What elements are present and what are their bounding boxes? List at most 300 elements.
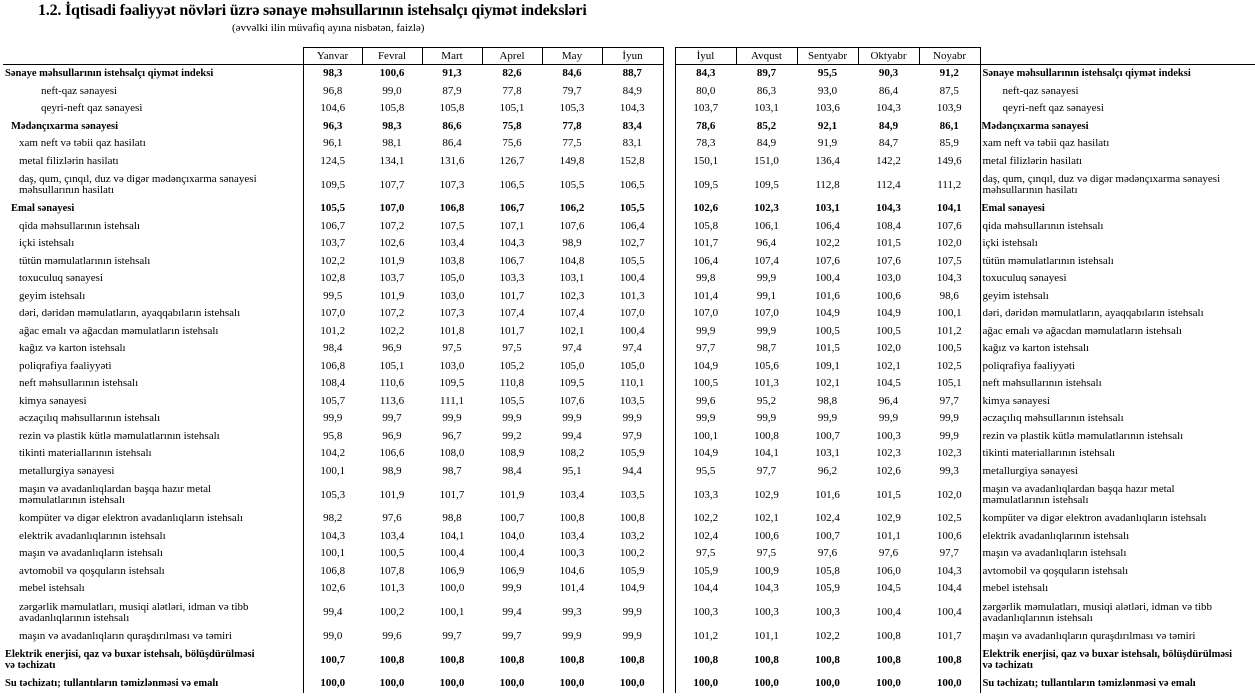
value-cell: 103,5	[619, 488, 645, 501]
value-cell: 107,0	[754, 307, 779, 320]
value-cell: 101,6	[815, 488, 840, 501]
value-cell: 97,6	[817, 547, 838, 560]
value-cell: 107,2	[379, 219, 405, 232]
value-cell: 100,1	[936, 307, 962, 320]
value-cell: 88,7	[622, 67, 642, 80]
value-cell: 107,6	[876, 254, 901, 267]
table-row	[3, 100, 1255, 118]
row-label-line: Elektrik enerjisi, qaz və buxar istehsalı, bölüşdürülməsi	[982, 649, 1232, 660]
row-label-line: avadanlıqlarının istehsalı	[19, 611, 130, 624]
value-cell: 104,3	[499, 237, 525, 250]
table-row	[3, 528, 1255, 546]
value-cell: 109,1	[815, 359, 840, 372]
value-cell: 101,5	[876, 237, 901, 250]
row-label-right: xam neft və təbii qaz hasilatı	[980, 135, 1255, 153]
value-cell: 100,0	[619, 677, 645, 690]
value-cell: 99,4	[323, 606, 343, 618]
value-cell: 100,1	[693, 429, 719, 442]
value-cell: 107,4	[754, 254, 779, 267]
page-title: 1.2. İqtisadi fəaliyyət növləri üzrə sənaye məhsullarının istehsalçı qiymət indeksləri	[38, 2, 587, 19]
month-header: May	[542, 48, 602, 65]
row-label: Emal sənayesi	[3, 200, 303, 218]
value-cell: 100,5	[876, 324, 901, 337]
value-cell: 100,0	[936, 677, 962, 690]
value-cell: 101,2	[320, 324, 346, 337]
value-cell: 93,0	[817, 84, 838, 97]
row-label: Su təchizatı; tullantıların təmizlənməsi və emalı	[3, 675, 303, 693]
value-cell: 99,6	[382, 629, 402, 642]
row-label: toxuculuq sənayesi	[3, 270, 303, 288]
table-row	[3, 358, 1255, 376]
value-cell: 102,3	[936, 447, 962, 460]
row-label: geyim istehsalı	[3, 288, 303, 306]
value-cell: 100,3	[876, 429, 901, 442]
value-cell: 96,7	[442, 429, 462, 442]
row-label: dəri, dəridən məmulatların, ayaqqabıların istehsalı	[3, 305, 303, 323]
value-cell: 107,7	[379, 178, 405, 191]
value-cell: 107,4	[499, 307, 525, 320]
row-label-right: toxuculuq sənayesi	[980, 270, 1255, 288]
value-cell: 134,1	[379, 154, 405, 167]
value-cell: 100,7	[320, 653, 346, 666]
value-cell: 107,6	[936, 219, 962, 232]
row-label-right	[980, 170, 1255, 200]
column-gap	[663, 628, 675, 646]
value-cell: 104,3	[619, 102, 645, 115]
value-cell: 97,5	[442, 342, 462, 355]
value-cell: 94,4	[622, 464, 642, 477]
value-cell: 101,5	[815, 342, 840, 355]
column-gap	[663, 135, 675, 153]
value-cell: 109,5	[754, 178, 779, 191]
value-cell: 99,9	[696, 412, 716, 425]
value-cell: 99,4	[502, 606, 522, 618]
value-cell: 99,0	[323, 629, 343, 642]
value-cell: 109,5	[693, 178, 719, 191]
value-cell: 105,1	[499, 102, 525, 115]
column-gap	[663, 288, 675, 306]
value-cell: 103,5	[619, 394, 645, 407]
value-cell: 99,9	[442, 412, 462, 425]
value-cell: 105,8	[815, 564, 840, 577]
column-gap	[663, 48, 675, 65]
row-label-right: metal filizlərin hasilatı	[980, 153, 1255, 171]
column-gap	[663, 598, 675, 628]
value-cell: 96,2	[817, 464, 838, 477]
row-label-right: neft-qaz sənayesi	[980, 83, 1255, 101]
value-cell: 100,6	[876, 289, 901, 302]
row-label: metallurgiya sənayesi	[3, 463, 303, 481]
value-cell: 83,4	[622, 119, 642, 132]
value-cell: 110,8	[499, 377, 525, 390]
table-row	[3, 463, 1255, 481]
value-cell: 99,4	[562, 429, 582, 442]
row-label-line: məhsullarının hasilatı	[982, 184, 1078, 196]
row-label-right: Emal sənayesi	[980, 200, 1255, 218]
value-cell: 102,4	[815, 512, 840, 525]
row-label-line: daş, qum, çınqıl, duz və digər mədənçıxarma sənayesi	[982, 173, 1221, 185]
value-cell: 107,0	[379, 202, 405, 215]
value-cell: 84,6	[562, 67, 582, 80]
value-cell: 102,9	[754, 488, 779, 501]
value-cell: 95,5	[817, 67, 838, 80]
table-row	[3, 510, 1255, 528]
value-cell: 149,8	[559, 154, 585, 167]
value-cell: 99,9	[939, 429, 959, 442]
value-cell: 104,3	[936, 564, 962, 577]
value-cell: 107,4	[559, 307, 585, 320]
value-cell: 103,4	[559, 488, 585, 501]
value-cell: 104,3	[876, 202, 901, 215]
row-label: metal filizlərin hasilatı	[3, 153, 303, 171]
value-cell: 77,8	[502, 84, 522, 97]
row-label-right: geyim istehsalı	[980, 288, 1255, 306]
value-cell: 103,3	[499, 272, 525, 285]
value-cell: 101,5	[876, 488, 901, 501]
value-cell: 96,8	[323, 84, 343, 97]
value-cell: 97,5	[696, 547, 716, 560]
row-label-line: zərgərlik məmulatları, musiqi alətləri, idman və tibb	[19, 600, 249, 613]
row-label-line: və təchizatı	[982, 660, 1033, 671]
value-cell: 99,3	[939, 464, 959, 477]
column-gap	[663, 645, 675, 675]
value-cell: 86,4	[878, 84, 899, 97]
value-cell: 100,0	[439, 677, 465, 690]
value-cell: 78,3	[696, 137, 716, 150]
row-label-right: Su təchizatı; tullantıların təmizlənməsi və emalı	[980, 675, 1255, 693]
price-index-table	[3, 47, 1255, 693]
value-cell: 104,9	[693, 359, 719, 372]
value-cell: 100,8	[876, 653, 901, 666]
value-cell: 97,4	[622, 342, 642, 355]
value-cell: 106,8	[320, 564, 346, 577]
value-cell: 107,6	[559, 394, 585, 407]
column-gap	[663, 675, 675, 693]
value-cell: 77,5	[562, 137, 582, 150]
value-cell: 105,5	[320, 202, 346, 215]
value-cell: 152,8	[619, 154, 645, 167]
row-label-line: məmulatlarının istehsalı	[19, 494, 126, 506]
table-row	[3, 170, 1255, 200]
table-row	[3, 340, 1255, 358]
value-cell: 95,5	[696, 464, 716, 477]
value-cell: 104,9	[876, 307, 901, 320]
value-cell: 107,0	[320, 307, 346, 320]
value-cell: 84,9	[622, 84, 642, 97]
value-cell: 100,8	[876, 629, 901, 642]
value-cell: 87,5	[939, 84, 959, 97]
value-cell: 105,7	[320, 394, 346, 407]
value-cell: 108,9	[499, 447, 525, 460]
value-cell: 100,8	[619, 512, 645, 525]
row-label-line: məhsullarının hasilatı	[19, 184, 115, 196]
value-cell: 103,0	[876, 272, 901, 285]
value-cell: 101,9	[379, 254, 405, 267]
month-header: Avqust	[736, 48, 797, 65]
value-cell: 112,4	[876, 178, 901, 191]
value-cell: 111,1	[440, 394, 464, 407]
value-cell: 90,3	[878, 67, 899, 80]
row-label-line: daş, qum, çınqıl, duz və digər mədənçıxarma sənayesi	[19, 173, 257, 185]
value-cell: 110,6	[379, 377, 405, 390]
value-cell: 105,0	[619, 359, 645, 372]
row-label-right: içki istehsalı	[980, 235, 1255, 253]
value-cell: 102,2	[815, 629, 840, 642]
value-cell: 100,6	[754, 529, 779, 542]
value-cell: 98,9	[562, 237, 582, 250]
row-label-right: avtomobil və qoşquların istehsalı	[980, 563, 1255, 581]
row-label	[3, 170, 303, 200]
value-cell: 102,3	[754, 202, 779, 215]
value-cell: 99,1	[756, 289, 777, 302]
value-cell: 104,3	[754, 582, 779, 595]
price-index-table-frame	[3, 47, 1255, 697]
value-cell: 102,6	[693, 202, 719, 215]
table-row	[3, 563, 1255, 581]
value-cell: 150,1	[693, 154, 719, 167]
table-row	[3, 235, 1255, 253]
column-gap	[663, 393, 675, 411]
value-cell: 97,4	[562, 342, 582, 355]
value-cell: 84,9	[756, 137, 777, 150]
row-label: neft məhsullarının istehsalı	[3, 375, 303, 393]
value-cell: 105,2	[499, 359, 525, 372]
value-cell: 100,4	[876, 606, 901, 618]
page-subtitle: (əvvəlki ilin müvafiq ayına nisbətən, faizlə)	[232, 22, 425, 34]
value-cell: 107,2	[379, 307, 405, 320]
table-row	[3, 628, 1255, 646]
value-cell: 105,8	[439, 102, 465, 115]
column-gap	[663, 65, 675, 83]
value-cell: 103,4	[379, 529, 405, 542]
row-label	[3, 598, 303, 628]
value-cell: 104,9	[693, 447, 719, 460]
row-label-right: tütün məmulatlarının istehsalı	[980, 253, 1255, 271]
column-gap	[663, 218, 675, 236]
value-cell: 107,6	[815, 254, 840, 267]
value-cell: 96,9	[382, 429, 402, 442]
value-cell: 91,2	[939, 67, 959, 80]
value-cell: 100,9	[754, 564, 779, 577]
value-cell: 99,9	[756, 272, 777, 285]
table-row	[3, 323, 1255, 341]
value-cell: 100,6	[379, 67, 405, 80]
value-cell: 106,7	[320, 219, 346, 232]
value-cell: 97,5	[756, 547, 777, 560]
value-cell: 105,5	[559, 178, 585, 191]
value-cell: 109,5	[559, 377, 585, 390]
row-label: kağız və karton istehsalı	[3, 340, 303, 358]
value-cell: 101,2	[693, 629, 719, 642]
value-cell: 84,7	[878, 137, 899, 150]
value-cell: 97,9	[622, 429, 642, 442]
value-cell: 100,8	[499, 653, 525, 666]
value-cell: 105,1	[936, 377, 962, 390]
value-cell: 105,9	[815, 582, 840, 595]
value-cell: 100,7	[815, 529, 840, 542]
value-cell: 99,9	[622, 412, 642, 425]
row-label-line: və təchizatı	[5, 660, 56, 671]
row-label	[3, 480, 303, 510]
value-cell: 107,6	[559, 219, 585, 232]
value-cell: 106,7	[499, 254, 525, 267]
row-label: Mədənçıxarma sənayesi	[3, 118, 303, 136]
value-cell: 102,0	[876, 342, 901, 355]
value-cell: 103,6	[815, 102, 840, 115]
value-cell: 100,3	[693, 606, 719, 618]
value-cell: 106,5	[619, 178, 645, 191]
value-cell: 104,4	[693, 582, 719, 595]
value-cell: 107,0	[619, 307, 645, 320]
row-label-line: maşın və avadanlıqlardan başqa hazır metal	[982, 483, 1175, 495]
value-cell: 98,7	[442, 464, 462, 477]
table-row	[3, 393, 1255, 411]
value-cell: 105,3	[320, 488, 346, 501]
column-gap	[663, 510, 675, 528]
row-label-right: qida məhsullarının istehsalı	[980, 218, 1255, 236]
value-cell: 100,4	[619, 324, 645, 337]
value-cell: 100,8	[379, 653, 405, 666]
value-cell: 91,9	[817, 137, 838, 150]
value-cell: 101,7	[439, 488, 465, 501]
value-cell: 97,6	[878, 547, 899, 560]
value-cell: 101,6	[815, 289, 840, 302]
value-cell: 101,3	[754, 377, 779, 390]
value-cell: 101,1	[754, 629, 779, 642]
table-row	[3, 305, 1255, 323]
value-cell: 104,6	[559, 564, 585, 577]
value-cell: 104,3	[936, 272, 962, 285]
value-cell: 100,8	[754, 653, 779, 666]
row-label-right: kağız və karton istehsalı	[980, 340, 1255, 358]
row-label: neft-qaz sənayesi	[3, 83, 303, 101]
value-cell: 151,0	[754, 154, 779, 167]
value-cell: 100,8	[693, 653, 719, 666]
column-gap	[663, 305, 675, 323]
value-cell: 98,1	[382, 137, 402, 150]
value-cell: 107,3	[439, 307, 465, 320]
value-cell: 102,0	[936, 488, 962, 501]
row-label-right: mebel istehsalı	[980, 580, 1255, 598]
row-label-line: avadanlıqlarının istehsalı	[982, 611, 1093, 624]
value-cell: 103,0	[439, 289, 465, 302]
value-cell: 102,6	[876, 464, 901, 477]
value-cell: 131,6	[439, 154, 465, 167]
value-cell: 106,1	[754, 219, 779, 232]
value-cell: 107,0	[693, 307, 719, 320]
value-cell: 104,1	[936, 202, 962, 215]
value-cell: 100,4	[439, 547, 465, 560]
value-cell: 102,5	[936, 512, 962, 525]
value-cell: 106,8	[439, 202, 465, 215]
value-cell: 105,5	[619, 202, 645, 215]
value-cell: 100,1	[320, 547, 346, 560]
row-label-right: dəri, dəridən məmulatların, ayaqqabıların istehsalı	[980, 305, 1255, 323]
value-cell: 102,2	[320, 254, 346, 267]
row-label-right: rezin və plastik kütlə məmulatlarının istehsalı	[980, 428, 1255, 446]
row-label-right: neft məhsullarının istehsalı	[980, 375, 1255, 393]
row-label-line: məmulatlarının istehsalı	[982, 494, 1089, 506]
value-cell: 103,1	[559, 272, 585, 285]
value-cell: 100,8	[754, 429, 779, 442]
value-cell: 97,5	[502, 342, 522, 355]
row-label-right: kimya sənayesi	[980, 393, 1255, 411]
value-cell: 105,9	[693, 564, 719, 577]
value-cell: 105,0	[559, 359, 585, 372]
row-label: qeyri-neft qaz sənayesi	[3, 100, 303, 118]
month-header: Sentyabr	[797, 48, 858, 65]
value-cell: 100,3	[815, 606, 840, 618]
column-gap	[663, 358, 675, 376]
value-cell: 103,1	[754, 102, 779, 115]
value-cell: 96,4	[756, 237, 777, 250]
value-cell: 102,3	[559, 289, 585, 302]
month-header: Yanvar	[303, 48, 362, 65]
table-row	[3, 253, 1255, 271]
row-label: xam neft və təbii qaz hasilatı	[3, 135, 303, 153]
value-cell: 99,2	[502, 429, 522, 442]
table-row	[3, 675, 1255, 693]
value-cell: 95,1	[562, 464, 582, 477]
value-cell: 112,8	[815, 178, 840, 191]
value-cell: 100,8	[815, 653, 840, 666]
value-cell: 87,9	[442, 84, 462, 97]
value-cell: 86,6	[442, 119, 462, 132]
column-gap	[663, 118, 675, 136]
value-cell: 104,0	[499, 529, 525, 542]
month-header: Aprel	[482, 48, 542, 65]
value-cell: 149,6	[936, 154, 962, 167]
value-cell: 105,9	[619, 564, 645, 577]
value-cell: 105,1	[379, 359, 405, 372]
value-cell: 100,0	[439, 582, 465, 595]
value-cell: 101,3	[619, 289, 645, 302]
table-row	[3, 153, 1255, 171]
value-cell: 107,5	[439, 219, 465, 232]
value-cell: 104,8	[559, 254, 585, 267]
value-cell: 101,2	[936, 324, 962, 337]
value-cell: 100,4	[499, 547, 525, 560]
value-cell: 85,2	[756, 119, 777, 132]
column-gap	[663, 428, 675, 446]
value-cell: 107,3	[439, 178, 465, 191]
value-cell: 95,2	[756, 394, 777, 407]
value-cell: 136,4	[815, 154, 840, 167]
value-cell: 108,2	[559, 447, 585, 460]
value-cell: 75,6	[502, 137, 522, 150]
value-cell: 99,9	[562, 629, 582, 642]
month-header: Fevral	[362, 48, 422, 65]
value-cell: 109,5	[439, 377, 465, 390]
value-cell: 104,3	[876, 102, 901, 115]
row-label: poliqrafiya fəaliyyəti	[3, 358, 303, 376]
value-cell: 103,4	[439, 237, 465, 250]
row-label: kompüter və digər elektron avadanlıqların istehsalı	[3, 510, 303, 528]
value-cell: 106,9	[499, 564, 525, 577]
value-cell: 101,9	[379, 289, 405, 302]
value-cell: 105,8	[693, 219, 719, 232]
value-cell: 109,5	[320, 178, 346, 191]
value-cell: 97,6	[382, 512, 402, 525]
value-cell: 99,3	[562, 606, 582, 618]
column-gap	[663, 153, 675, 171]
column-gap	[663, 580, 675, 598]
value-cell: 100,0	[379, 677, 405, 690]
value-cell: 98,3	[382, 119, 402, 132]
row-label: Sənaye məhsullarının istehsalçı qiymət indeksi	[3, 65, 303, 83]
table-row	[3, 545, 1255, 563]
value-cell: 100,5	[815, 324, 840, 337]
